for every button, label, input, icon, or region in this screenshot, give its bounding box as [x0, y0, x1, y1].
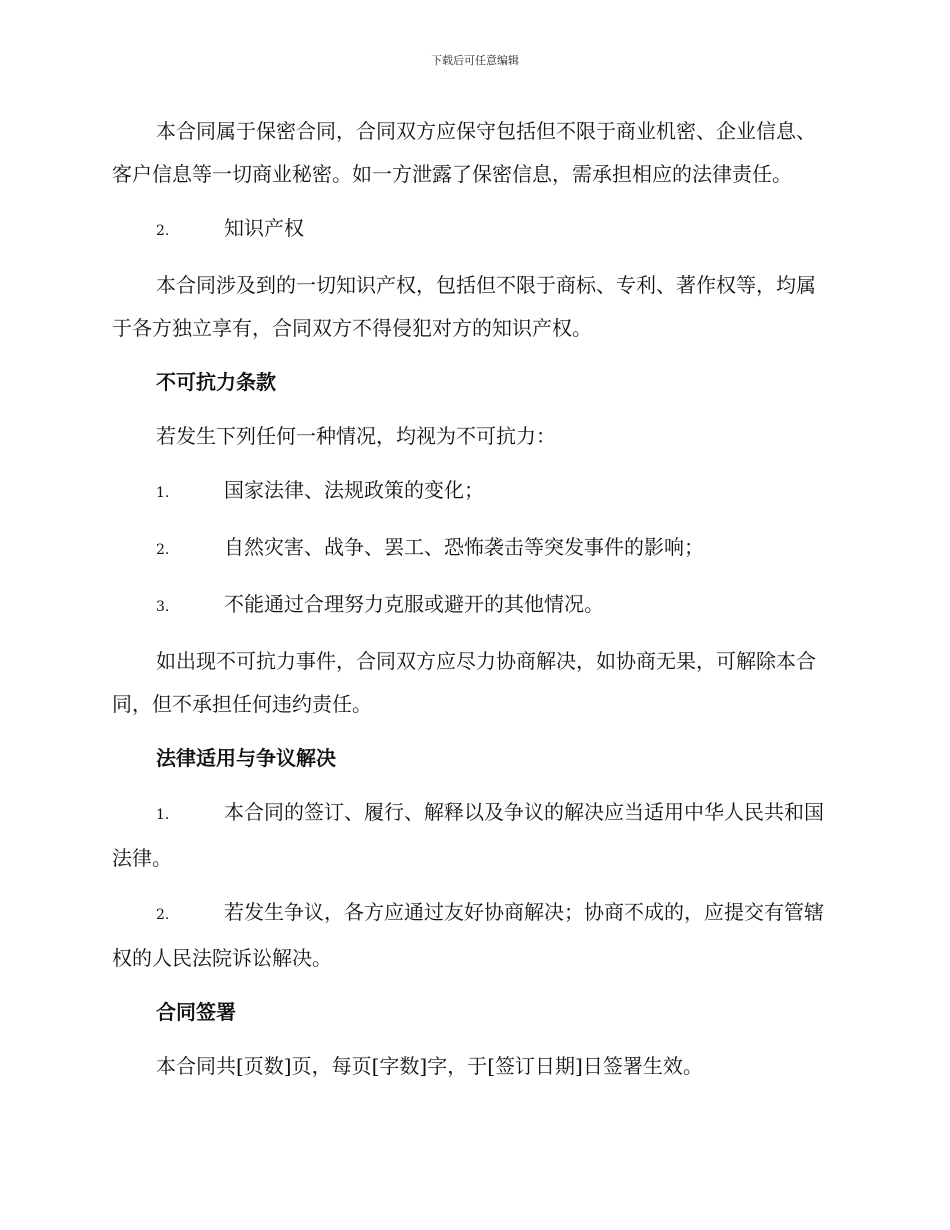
ip-paragraph: 本合同涉及到的一切知识产权，包括但不限于商标、专利、著作权等，均属于各方独立享有，合同双方不得侵犯对方的知识产权。 — [112, 273, 816, 340]
signing-paragraph: 本合同共[页数]页，每页[字数]字，于[签订日期]日签署生效。 — [156, 1054, 703, 1078]
page-header: 下载后可任意编辑 — [431, 54, 519, 67]
force-majeure-paragraph: 如出现不可抗力事件，合同双方应尽力协商解决，如协商无果，可解除本合同，但不承担任何违约责任。 — [112, 649, 816, 716]
law-item-number: 2. — [156, 907, 170, 923]
force-item-number: 1. — [156, 485, 170, 501]
force-majeure-heading: 不可抗力条款 — [156, 370, 276, 394]
document-body — [112, 110, 832, 1099]
force-item — [112, 583, 832, 629]
law-item-text: 本合同的签订、履行、解释以及争议的解决应当适用中华人民共和国法律。 — [112, 800, 824, 870]
confidentiality-paragraph: 本合同属于保密合同，合同双方应保守包括但不限于商业机密、企业信息、客户信息等一切商业秘密。如一方泄露了保密信息，需承担相应的法律责任。 — [112, 119, 816, 186]
ip-item-number: 2. — [156, 223, 170, 239]
signing-heading: 合同签署 — [156, 1000, 236, 1024]
force-item-number: 3. — [156, 599, 170, 615]
force-item-number: 2. — [156, 542, 170, 558]
force-item — [112, 469, 832, 515]
force-item — [112, 526, 832, 572]
law-item-text: 若发生争议，各方应通过友好协商解决；协商不成的，应提交有管辖权的人民法院诉讼解决。 — [112, 900, 824, 970]
law-item-number: 1. — [156, 807, 170, 823]
force-item-text: 不能通过合理努力克服或避开的其他情况。 — [224, 592, 604, 616]
force-item-text: 国家法律、法规政策的变化； — [224, 478, 484, 502]
governing-law-heading: 法律适用与争议解决 — [156, 746, 336, 770]
ip-list-item — [112, 207, 832, 253]
law-item — [112, 891, 832, 980]
law-item — [112, 791, 832, 880]
ip-item-title: 知识产权 — [224, 216, 304, 240]
force-majeure-intro: 若发生下列任何一种情况，均视为不可抗力： — [156, 424, 556, 448]
force-item-text: 自然灾害、战争、罢工、恐怖袭击等突发事件的影响； — [224, 535, 704, 559]
